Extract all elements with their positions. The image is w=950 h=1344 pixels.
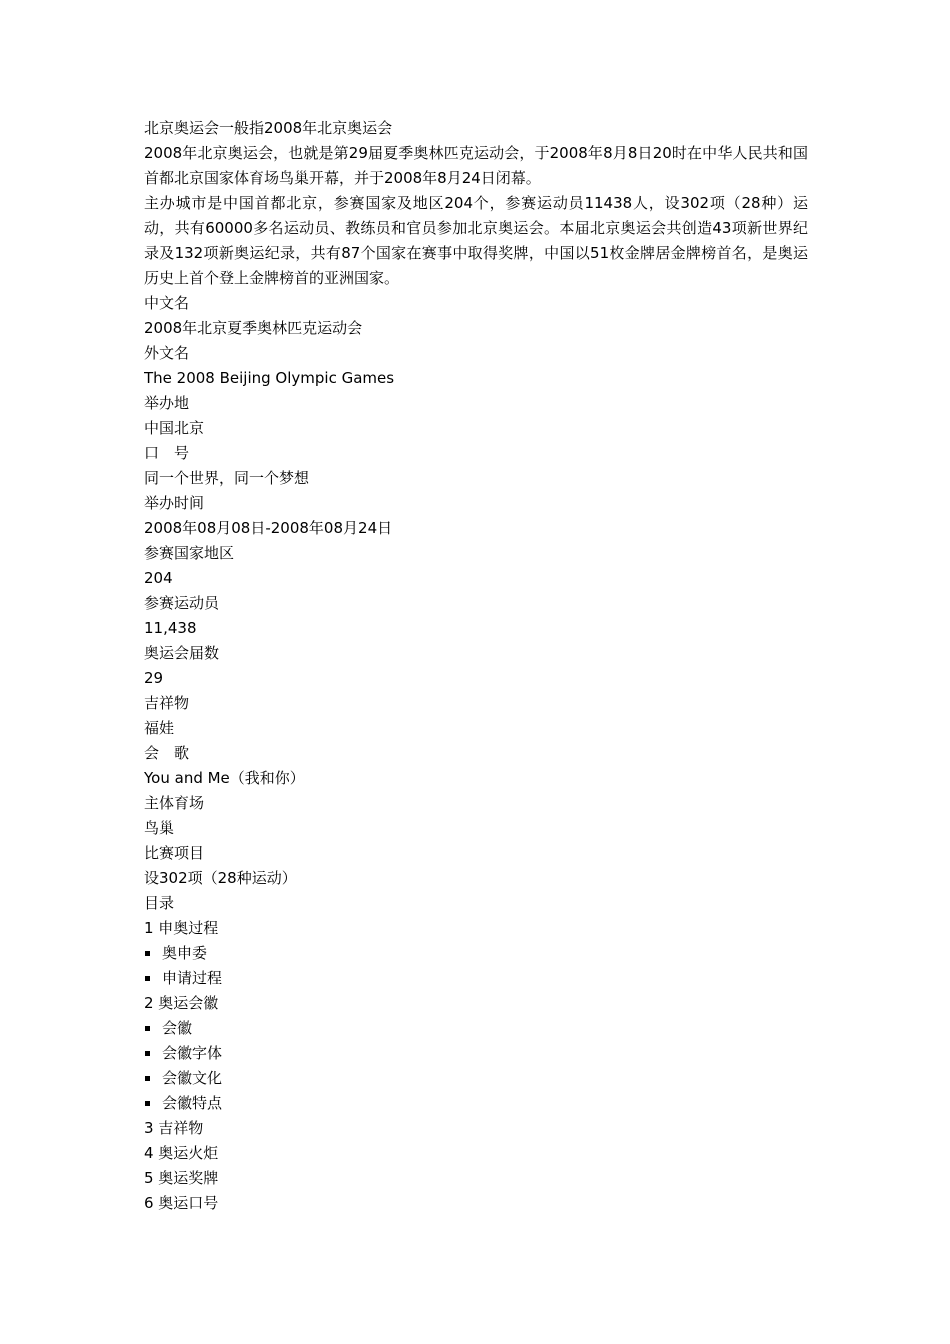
- info-label: 参赛国家地区: [144, 544, 235, 562]
- info-label: 外文名: [144, 344, 190, 362]
- info-value: 2008年08月08日-2008年08月24日: [144, 519, 393, 537]
- info-value: 中国北京: [144, 419, 205, 437]
- toc-section-item[interactable]: 6 奥运口号: [144, 1194, 219, 1212]
- toc-section-item[interactable]: 5 奥运奖牌: [144, 1169, 219, 1187]
- info-value: 鸟巢: [144, 819, 175, 837]
- toc-subitem-label: 会徽特点: [162, 1094, 223, 1112]
- toc-subitem[interactable]: [144, 1066, 808, 1091]
- info-value: 设302项（28种运动）: [144, 869, 297, 887]
- toc-subitem-label: 奥申委: [162, 944, 208, 962]
- bullet-icon: [145, 1101, 150, 1106]
- info-label: 会 歌: [144, 744, 190, 762]
- info-label: 举办地: [144, 394, 190, 412]
- toc-title: 目录: [144, 894, 175, 912]
- toc-section-item[interactable]: 1 申奥过程: [144, 919, 219, 937]
- info-list: [144, 291, 808, 891]
- info-label: 举办时间: [144, 494, 205, 512]
- info-label: 中文名: [144, 294, 190, 312]
- toc-subitem-label: 申请过程: [162, 969, 223, 987]
- bullet-icon: [145, 1051, 150, 1056]
- toc-subitem[interactable]: [144, 1016, 808, 1041]
- document-page: [144, 116, 808, 1216]
- info-value: 2008年北京夏季奥林匹克运动会: [144, 319, 363, 337]
- intro-paragraph: 2008年北京奥运会，也就是第29届夏季奥林匹克运动会，于2008年8月8日20时在中华人民共和国首都北京国家体育场鸟巢开幕，并于2008年8月24日闭幕。: [144, 144, 808, 187]
- info-value: 29: [144, 669, 164, 687]
- info-label: 吉祥物: [144, 694, 190, 712]
- info-label: 主体育场: [144, 794, 205, 812]
- toc-subitem[interactable]: [144, 1091, 808, 1116]
- toc-subitem[interactable]: [144, 1041, 808, 1066]
- bullet-icon: [145, 1076, 150, 1081]
- bullet-icon: [145, 1026, 150, 1031]
- toc-subitem[interactable]: [144, 966, 808, 991]
- toc-section-item[interactable]: 4 奥运火炬: [144, 1144, 219, 1162]
- toc-section-item[interactable]: 3 吉祥物: [144, 1119, 204, 1137]
- document-heading: 北京奥运会一般指2008年北京奥运会: [144, 119, 393, 137]
- info-value: 204: [144, 569, 173, 587]
- info-value: You and Me（我和你）: [144, 769, 305, 787]
- info-value: 11,438: [144, 619, 197, 637]
- info-label: 比赛项目: [144, 844, 205, 862]
- info-label: 口 号: [144, 444, 190, 462]
- table-of-contents: [144, 891, 808, 1216]
- info-label: 参赛运动员: [144, 594, 220, 612]
- bullet-icon: [145, 951, 150, 956]
- toc-subitem[interactable]: [144, 941, 808, 966]
- toc-subitem-label: 会徽字体: [162, 1044, 223, 1062]
- toc-section-item[interactable]: 2 奥运会徽: [144, 994, 219, 1012]
- info-value: 福娃: [144, 719, 175, 737]
- info-label: 奥运会届数: [144, 644, 220, 662]
- bullet-icon: [145, 976, 150, 981]
- toc-subitem-label: 会徽: [162, 1019, 193, 1037]
- info-value: 同一个世界，同一个梦想: [144, 469, 310, 487]
- toc-subitem-label: 会徽文化: [162, 1069, 223, 1087]
- intro-paragraph: 主办城市是中国首都北京，参赛国家及地区204个，参赛运动员11438人，设302项（28种）运动，共有60000多名运动员、教练员和官员参加北京奥运会。本届北京奥运会共创造43项新世界纪录及132项新奥运纪录，共有87个国家在赛事中取得奖牌，中国以51枚金牌居金牌榜首名，是奥运历史上首个登上金牌榜首的亚洲国家。: [144, 194, 808, 287]
- info-value: The 2008 Beijing Olympic Games: [144, 369, 395, 387]
